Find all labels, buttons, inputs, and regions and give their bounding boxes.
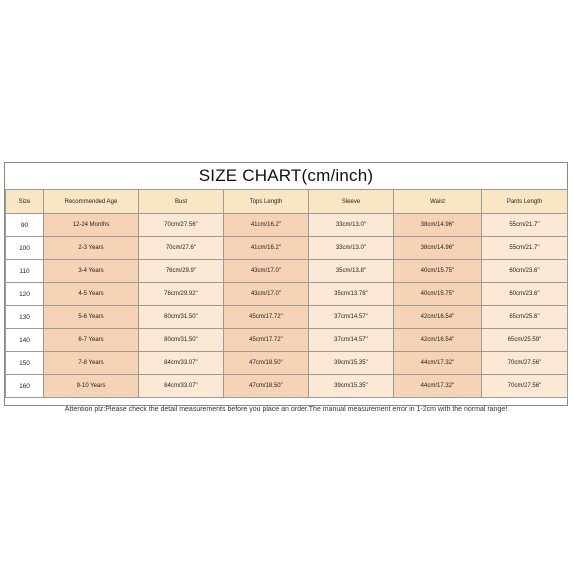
- cell-pants-length: 60cm/23.6'': [482, 283, 568, 306]
- cell-waist: 44cm/17.32'': [394, 352, 482, 375]
- cell-size: 120: [6, 283, 44, 306]
- cell-recommended-age: 9-10 Years: [44, 375, 139, 398]
- attention-note: Attention plz:Please check the detail measurements before you place an order.The manual measurement error in 1-2cm with the normal range!: [64, 406, 508, 413]
- header-bust: Bust: [139, 190, 224, 214]
- cell-sleeve: 35cm/13.8'': [309, 260, 394, 283]
- size-table: [5, 189, 568, 398]
- cell-tops-length: 47cm/18.50'': [224, 375, 309, 398]
- cell-waist: 38cm/14.96'': [394, 237, 482, 260]
- cell-bust: 70cm/27.6'': [139, 237, 224, 260]
- cell-size: 150: [6, 352, 44, 375]
- cell-bust: 80cm/31.50'': [139, 329, 224, 352]
- cell-size: 130: [6, 306, 44, 329]
- cell-recommended-age: 4-5 Years: [44, 283, 139, 306]
- cell-pants-length: 55cm/21.7'': [482, 214, 568, 237]
- cell-pants-length: 70cm/27.56'': [482, 352, 568, 375]
- cell-recommended-age: 12-24 Months: [44, 214, 139, 237]
- table-row: [6, 214, 568, 237]
- header-size: Size: [6, 190, 44, 214]
- cell-sleeve: 39cm/15.35'': [309, 375, 394, 398]
- cell-size: 140: [6, 329, 44, 352]
- cell-bust: 70cm/27.56'': [139, 214, 224, 237]
- cell-waist: 44cm/17.32'': [394, 375, 482, 398]
- cell-recommended-age: 6-7 Years: [44, 329, 139, 352]
- cell-pants-length: 65cm/25.59'': [482, 329, 568, 352]
- header-row: [6, 190, 568, 214]
- cell-sleeve: 33cm/13.0'': [309, 214, 394, 237]
- table-row: [6, 352, 568, 375]
- cell-sleeve: 39cm/15.35'': [309, 352, 394, 375]
- cell-sleeve: 37cm/14.57'': [309, 306, 394, 329]
- cell-waist: 40cm/15.75'': [394, 283, 482, 306]
- cell-tops-length: 43cm/17.0'': [224, 260, 309, 283]
- cell-pants-length: 55cm/21.7'': [482, 237, 568, 260]
- header-recommended-age: Recommended Age: [44, 190, 139, 214]
- cell-size: 90: [6, 214, 44, 237]
- cell-recommended-age: 2-3 Years: [44, 237, 139, 260]
- cell-tops-length: 41cm/16.2'': [224, 214, 309, 237]
- table-row: [6, 237, 568, 260]
- cell-waist: 42cm/16.54'': [394, 329, 482, 352]
- cell-size: 100: [6, 237, 44, 260]
- cell-tops-length: 47cm/18.50'': [224, 352, 309, 375]
- cell-pants-length: 60cm/23.6'': [482, 260, 568, 283]
- table-row: [6, 283, 568, 306]
- table-row: [6, 329, 568, 352]
- cell-waist: 40cm/15.75'': [394, 260, 482, 283]
- size-chart: [4, 162, 568, 413]
- cell-waist: 42cm/16.54'': [394, 306, 482, 329]
- cell-tops-length: 41cm/16.2'': [224, 237, 309, 260]
- cell-size: 110: [6, 260, 44, 283]
- cell-waist: 38cm/14.96'': [394, 214, 482, 237]
- header-sleeve: Sleeve: [309, 190, 394, 214]
- cell-recommended-age: 3-4 Years: [44, 260, 139, 283]
- cell-tops-length: 43cm/17.0'': [224, 283, 309, 306]
- cell-bust: 84cm/33.07'': [139, 375, 224, 398]
- cell-pants-length: 65cm/25.6'': [482, 306, 568, 329]
- header-waist: Waist: [394, 190, 482, 214]
- cell-bust: 80cm/31.50'': [139, 306, 224, 329]
- cell-tops-length: 45cm/17.72'': [224, 329, 309, 352]
- cell-sleeve: 33cm/13.0'': [309, 237, 394, 260]
- table-row: [6, 260, 568, 283]
- chart-title: SIZE CHART(cm/inch): [198, 166, 374, 185]
- cell-size: 160: [6, 375, 44, 398]
- cell-bust: 76cm/29.92'': [139, 283, 224, 306]
- header-pants-length: Pants Length: [482, 190, 568, 214]
- cell-pants-length: 70cm/27.56'': [482, 375, 568, 398]
- header-tops-length: Tops Length: [224, 190, 309, 214]
- cell-bust: 84cm/33.07'': [139, 352, 224, 375]
- cell-recommended-age: 7-8 Years: [44, 352, 139, 375]
- table-row: [6, 306, 568, 329]
- cell-sleeve: 35cm/13.78'': [309, 283, 394, 306]
- cell-bust: 76cm/29.9'': [139, 260, 224, 283]
- cell-sleeve: 37cm/14.57'': [309, 329, 394, 352]
- cell-tops-length: 45cm/17.72'': [224, 306, 309, 329]
- cell-recommended-age: 5-6 Years: [44, 306, 139, 329]
- table-row: [6, 375, 568, 398]
